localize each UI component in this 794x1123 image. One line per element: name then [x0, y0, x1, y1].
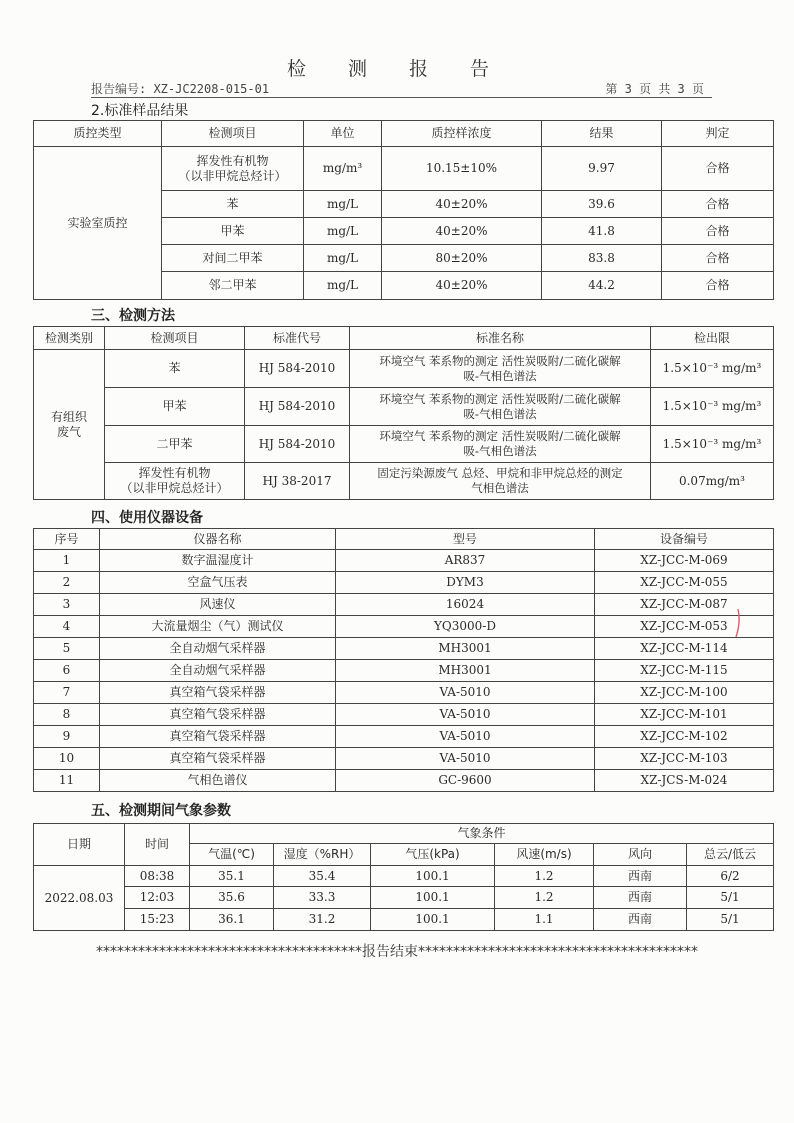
no-cell: 2 — [34, 572, 100, 594]
instrument-name-cell: 气相色谱仪 — [100, 770, 336, 792]
column-header: 质控类型 — [34, 121, 162, 147]
report-title: 检 测 报 告 — [286, 58, 508, 80]
wind-speed-cell: 1.2 — [495, 866, 594, 887]
standard-name-line-1: 环境空气 苯系物的测定 活性炭吸附/二硫化碳解 — [379, 429, 621, 443]
no-cell: 11 — [34, 770, 100, 792]
standard-name-cell — [350, 426, 651, 463]
standard-name-line-1: 环境空气 苯系物的测定 活性炭吸附/二硫化碳解 — [379, 391, 621, 406]
result-cell: 83.8 — [542, 245, 662, 272]
time-cell: 12:03 — [125, 887, 190, 909]
table-header-row — [34, 327, 774, 350]
concentration-cell: 80±20% — [382, 245, 542, 272]
standard-name-cell — [350, 463, 651, 500]
column-header: 检出限 — [651, 327, 774, 350]
ink-mark — [733, 608, 743, 638]
report-number: 报告编号: XZ-JC2208-015-01 — [91, 82, 270, 96]
item-cell: 对间二甲苯 — [162, 245, 304, 272]
concentration-cell: 40±20% — [382, 218, 542, 245]
instrument-name-cell: 真空箱气袋采样器 — [100, 726, 336, 748]
table-row — [34, 426, 774, 463]
standard-name-line-1: 固定污染源废气 总烃、甲烷和非甲烷总烃的测定 — [377, 466, 623, 480]
table-row — [34, 594, 774, 616]
item-cell: 苯 — [105, 350, 245, 388]
date-cell: 2022.08.03 — [34, 866, 125, 931]
concentration-cell: 10.15±10% — [382, 147, 542, 191]
concentration-cell: 40±20% — [382, 272, 542, 300]
result-cell: 44.2 — [542, 272, 662, 300]
table-row — [34, 388, 774, 426]
section-4-heading: 四、使用仪器设备 — [91, 510, 203, 526]
report-header-row — [91, 80, 712, 98]
cloud-cell: 5/1 — [687, 887, 774, 909]
model-cell: YQ3000-D — [336, 616, 595, 638]
result-cell: 39.6 — [542, 191, 662, 218]
unit-cell: mg/L — [304, 218, 382, 245]
item-cell: 邻二甲苯 — [162, 272, 304, 300]
section-5-heading: 五、检测期间气象参数 — [91, 803, 231, 819]
detection-limit-cell: 1.5×10⁻³ mg/m³ — [651, 426, 774, 463]
column-header: 风速(m/s) — [495, 844, 594, 866]
equipment-id-cell: XZ-JCC-M-102 — [595, 726, 774, 748]
category-cell: 有组织 废气 — [34, 350, 105, 500]
humidity-cell: 33.3 — [274, 887, 371, 909]
item-line-2: （以非甲烷总烃计） — [120, 481, 229, 495]
table-row — [34, 638, 774, 660]
equipment-id-cell: XZ-JCC-M-100 — [595, 682, 774, 704]
judgement-cell: 合格 — [662, 245, 774, 272]
instrument-name-cell: 全自动烟气采样器 — [100, 660, 336, 682]
detection-limit-cell: 0.07mg/m³ — [651, 463, 774, 500]
column-group-header: 气象条件 — [190, 824, 774, 844]
no-cell: 3 — [34, 594, 100, 616]
no-cell: 1 — [34, 550, 100, 572]
wind-direction-cell: 西南 — [594, 909, 687, 931]
column-header: 单位 — [304, 121, 382, 147]
unit-cell: mg/m³ — [304, 147, 382, 191]
table-row — [34, 748, 774, 770]
table-row — [34, 704, 774, 726]
item-cell: 甲苯 — [105, 388, 245, 426]
model-cell: MH3001 — [336, 660, 595, 682]
table-row — [34, 616, 774, 638]
unit-cell: mg/L — [304, 272, 382, 300]
column-header: 仪器名称 — [100, 529, 336, 550]
table-row — [34, 866, 774, 887]
method-table — [33, 326, 774, 500]
judgement-cell: 合格 — [662, 147, 774, 191]
column-header: 风向 — [594, 844, 687, 866]
table-row — [34, 147, 774, 191]
column-header-date: 日期 — [34, 824, 125, 866]
time-cell: 08:38 — [125, 866, 190, 887]
unit-cell: mg/L — [304, 245, 382, 272]
instrument-name-cell: 大流量烟尘（气）测试仪 — [100, 616, 336, 638]
equipment-id-cell: XZ-JCC-M-055 — [595, 572, 774, 594]
standard-name-line-2: 气相色谱法 — [471, 481, 529, 495]
model-cell: VA-5010 — [336, 748, 595, 770]
pressure-cell: 100.1 — [371, 909, 495, 931]
qc-type-cell: 实验室质控 — [34, 147, 162, 300]
model-cell: AR837 — [336, 550, 595, 572]
instrument-name-cell: 风速仪 — [100, 594, 336, 616]
table-header-row — [34, 824, 774, 844]
standard-name-line-1: 环境空气 苯系物的测定 活性炭吸附/二硫化碳解 — [379, 353, 621, 368]
report-end-line: **************************************报告结束**************************************** — [96, 944, 698, 960]
standard-name-line-2: 吸-气相色谱法 — [463, 444, 537, 458]
column-header: 判定 — [662, 121, 774, 147]
table-header-row — [34, 529, 774, 550]
humidity-cell: 35.4 — [274, 866, 371, 887]
judgement-cell: 合格 — [662, 191, 774, 218]
table-row — [34, 909, 774, 931]
equipment-id-cell: XZ-JCC-M-101 — [595, 704, 774, 726]
column-header: 标准名称 — [350, 327, 651, 350]
section-3-heading: 三、检测方法 — [91, 308, 175, 324]
item-line-1: 挥发性有机物 — [138, 466, 211, 480]
equipment-table — [33, 528, 774, 792]
temperature-cell: 35.6 — [190, 887, 274, 909]
table-row — [34, 726, 774, 748]
item-cell: 苯 — [162, 191, 304, 218]
instrument-name-cell: 真空箱气袋采样器 — [100, 748, 336, 770]
model-cell: 16024 — [336, 594, 595, 616]
result-cell: 41.8 — [542, 218, 662, 245]
column-header: 型号 — [336, 529, 595, 550]
cloud-cell: 6/2 — [687, 866, 774, 887]
no-cell: 4 — [34, 616, 100, 638]
standard-name-line-2: 吸-气相色谱法 — [463, 406, 537, 421]
wind-speed-cell: 1.2 — [495, 887, 594, 909]
equipment-id-cell: XZ-JCC-M-103 — [595, 748, 774, 770]
column-header: 检测项目 — [162, 121, 304, 147]
standard-name-cell — [350, 388, 651, 426]
column-header: 结果 — [542, 121, 662, 147]
table-header-row — [34, 121, 774, 147]
weather-table — [33, 823, 774, 931]
detection-limit-cell: 1.5×10⁻³ mg/m³ — [651, 350, 774, 388]
column-header: 湿度（%RH） — [274, 844, 371, 866]
no-cell: 6 — [34, 660, 100, 682]
standard-code-cell: HJ 38-2017 — [245, 463, 350, 500]
model-cell: VA-5010 — [336, 726, 595, 748]
equipment-id-cell: XZ-JCS-M-024 — [595, 770, 774, 792]
section-2-heading: 2.标准样品结果 — [91, 103, 189, 119]
column-header: 标准代号 — [245, 327, 350, 350]
model-cell: VA-5010 — [336, 682, 595, 704]
instrument-name-cell: 空盒气压表 — [100, 572, 336, 594]
model-cell: VA-5010 — [336, 704, 595, 726]
table-row — [34, 887, 774, 909]
item-line-2: （以非甲烷总烃计） — [178, 168, 287, 183]
judgement-cell: 合格 — [662, 272, 774, 300]
equipment-id-cell: XZ-JCC-M-069 — [595, 550, 774, 572]
instrument-name-cell: 全自动烟气采样器 — [100, 638, 336, 660]
table-row — [34, 550, 774, 572]
page-info: 第 3 页 共 3 页 — [605, 82, 704, 96]
item-cell — [105, 463, 245, 500]
pressure-cell: 100.1 — [371, 866, 495, 887]
model-cell: DYM3 — [336, 572, 595, 594]
column-header: 气温(℃) — [190, 844, 274, 866]
cloud-cell: 5/1 — [687, 909, 774, 931]
no-cell: 7 — [34, 682, 100, 704]
no-cell: 9 — [34, 726, 100, 748]
wind-direction-cell: 西南 — [594, 866, 687, 887]
judgement-cell: 合格 — [662, 218, 774, 245]
result-cell: 9.97 — [542, 147, 662, 191]
unit-cell: mg/L — [304, 191, 382, 218]
table-row — [34, 350, 774, 388]
equipment-id-cell: XZ-JCC-M-114 — [595, 638, 774, 660]
column-header: 气压(kPa) — [371, 844, 495, 866]
table-row — [34, 463, 774, 500]
model-cell: GC-9600 — [336, 770, 595, 792]
instrument-name-cell: 数字温湿度计 — [100, 550, 336, 572]
equipment-id-cell: XZ-JCC-M-115 — [595, 660, 774, 682]
model-cell: MH3001 — [336, 638, 595, 660]
standard-code-cell: HJ 584-2010 — [245, 388, 350, 426]
table-row — [34, 660, 774, 682]
standard-code-cell: HJ 584-2010 — [245, 350, 350, 388]
concentration-cell: 40±20% — [382, 191, 542, 218]
wind-direction-cell: 西南 — [594, 887, 687, 909]
item-line-1: 挥发性有机物 — [196, 153, 269, 168]
pressure-cell: 100.1 — [371, 887, 495, 909]
qc-results-table — [33, 120, 774, 300]
column-header: 序号 — [34, 529, 100, 550]
table-row — [34, 682, 774, 704]
humidity-cell: 31.2 — [274, 909, 371, 931]
equipment-id-cell: XZ-JCC-M-087 — [595, 594, 774, 616]
standard-name-cell — [350, 350, 651, 388]
column-header: 设备编号 — [595, 529, 774, 550]
wind-speed-cell: 1.1 — [495, 909, 594, 931]
temperature-cell: 35.1 — [190, 866, 274, 887]
temperature-cell: 36.1 — [190, 909, 274, 931]
standard-code-cell: HJ 584-2010 — [245, 426, 350, 463]
table-row — [34, 770, 774, 792]
table-row — [34, 572, 774, 594]
column-header-time: 时间 — [125, 824, 190, 866]
item-cell: 二甲苯 — [105, 426, 245, 463]
instrument-name-cell: 真空箱气袋采样器 — [100, 682, 336, 704]
no-cell: 8 — [34, 704, 100, 726]
instrument-name-cell: 真空箱气袋采样器 — [100, 704, 336, 726]
standard-name-line-2: 吸-气相色谱法 — [463, 368, 537, 383]
item-cell — [162, 147, 304, 191]
no-cell: 10 — [34, 748, 100, 770]
column-header: 检测项目 — [105, 327, 245, 350]
column-header: 检测类别 — [34, 327, 105, 350]
item-cell: 甲苯 — [162, 218, 304, 245]
detection-limit-cell: 1.5×10⁻³ mg/m³ — [651, 388, 774, 426]
time-cell: 15:23 — [125, 909, 190, 931]
column-header: 质控样浓度 — [382, 121, 542, 147]
no-cell: 5 — [34, 638, 100, 660]
column-header: 总云/低云 — [687, 844, 774, 866]
equipment-id-cell: XZ-JCC-M-053 — [595, 616, 774, 638]
